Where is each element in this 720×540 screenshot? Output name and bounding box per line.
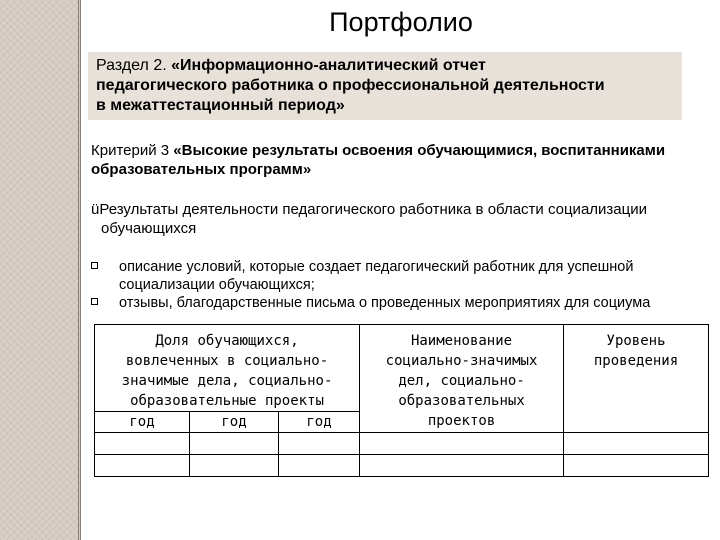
table-cell bbox=[95, 455, 190, 477]
results-line-2: обучающихся bbox=[101, 220, 197, 237]
criterion-line-2: образовательных программ» bbox=[91, 161, 312, 178]
header-project-names: Наименование социально-значимых дел, социально- образовательных проектов bbox=[360, 325, 564, 433]
section-number: Раздел 2. bbox=[96, 57, 172, 74]
table-cell bbox=[190, 433, 279, 455]
results-line-1: üРезультаты деятельности педагогического работника в области социализации bbox=[91, 201, 647, 218]
year-cell: год bbox=[279, 412, 360, 433]
table-cell bbox=[95, 433, 190, 455]
section-line-1 bbox=[96, 56, 674, 76]
bullet-item: отзывы, благодарственные письма о проведенных мероприятиях для социума bbox=[91, 294, 716, 314]
portfolio-table bbox=[94, 324, 709, 477]
table-row bbox=[95, 433, 709, 455]
header-share-of-students: Доля обучающихся, вовлеченных в социально- значимые дела, социально- образовательные проекты bbox=[95, 325, 360, 412]
square-bullet-icon bbox=[91, 262, 98, 269]
square-bullet-icon bbox=[91, 298, 98, 305]
table-cell bbox=[190, 455, 279, 477]
left-decorative-stripe bbox=[0, 0, 81, 540]
year-cell: год bbox=[95, 412, 190, 433]
table-header-row bbox=[95, 325, 709, 412]
criterion-title-start: «Высокие результаты освоения обучающимися, воспитанниками bbox=[173, 142, 666, 159]
criterion-heading bbox=[91, 141, 713, 179]
header-level: Уровень проведения bbox=[564, 325, 709, 433]
section-line-2: педагогического работника о профессиональной деятельности bbox=[96, 77, 605, 94]
table-cell bbox=[279, 433, 360, 455]
table-cell bbox=[564, 433, 709, 455]
bullet-item: описание условий, которые создает педагогический работник для успешной социализации обучающихся; bbox=[91, 258, 716, 298]
table-cell bbox=[279, 455, 360, 477]
table-cell bbox=[360, 433, 564, 455]
section-heading-box bbox=[88, 52, 682, 120]
table-cell bbox=[360, 455, 564, 477]
table-row bbox=[95, 455, 709, 477]
table-cell bbox=[564, 455, 709, 477]
checkmark-icon: ü bbox=[91, 201, 100, 218]
results-item bbox=[91, 200, 713, 238]
section-line-3: в межаттестационный период» bbox=[96, 97, 345, 114]
criterion-number: Критерий 3 bbox=[91, 142, 174, 159]
criterion-line-1 bbox=[91, 141, 713, 160]
year-cell: год bbox=[190, 412, 279, 433]
section-title-start: «Информационно-аналитический отчет bbox=[171, 57, 486, 74]
page-title: Портфолио bbox=[329, 7, 473, 37]
